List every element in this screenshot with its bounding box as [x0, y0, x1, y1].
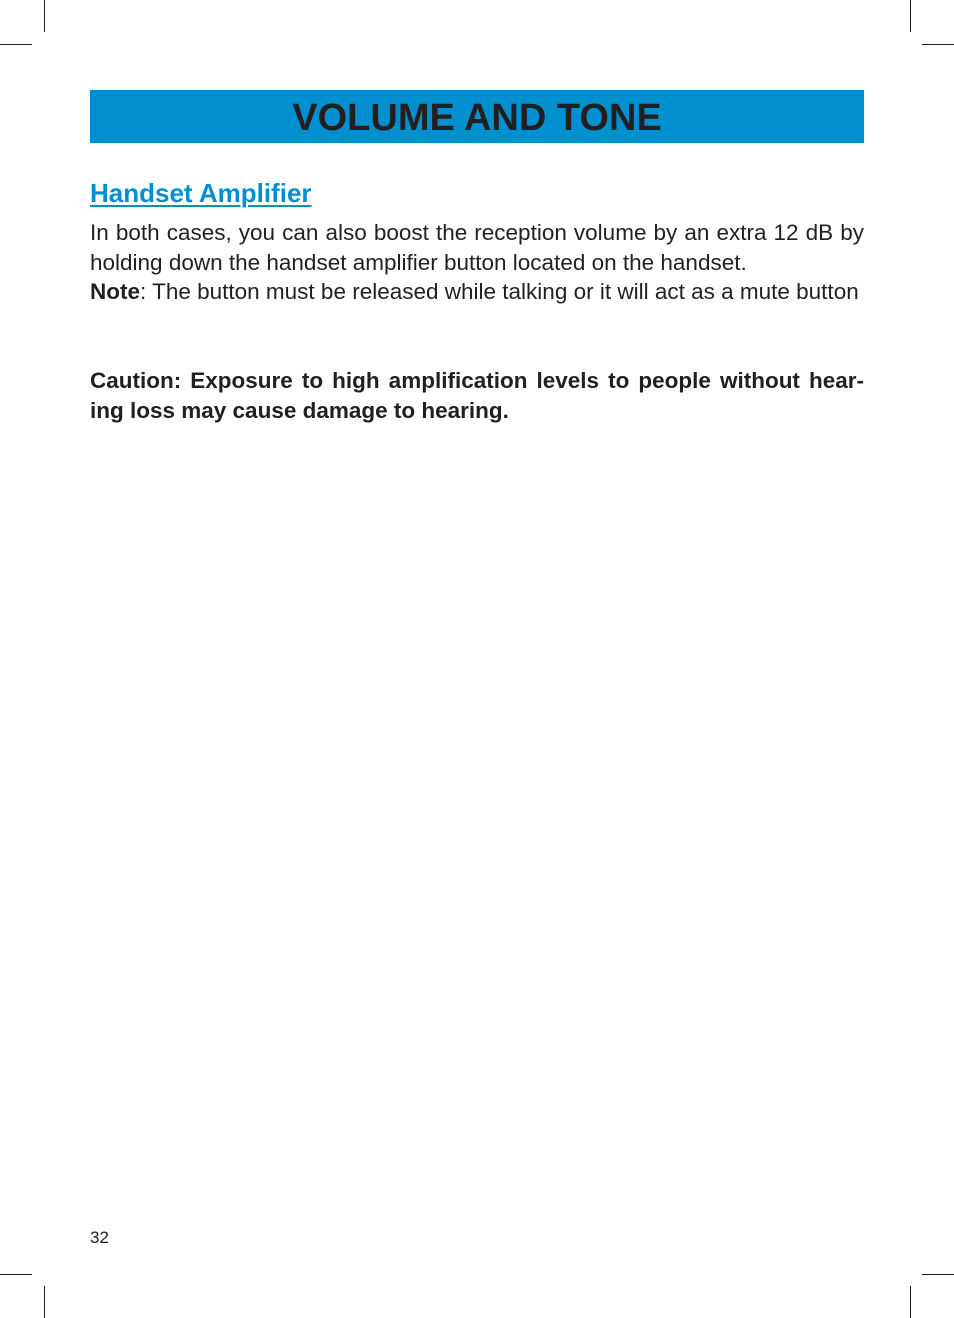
caution-text: Caution: Exposure to high amplification levels to people without hear-ing loss may cause damage to hearing. — [90, 368, 864, 423]
body-paragraph — [90, 218, 864, 307]
header-bar — [90, 90, 864, 143]
page-number: 32 — [90, 1228, 109, 1247]
crop-mark-bottom-left-vertical — [44, 1286, 45, 1318]
body-text: In both cases, you can also boost the reception volume by an extra 12 dB by holding down the handset amplifier button located on the handset. — [90, 220, 864, 275]
crop-mark-top-left-horizontal — [0, 44, 32, 45]
crop-mark-top-left-vertical — [44, 0, 45, 32]
note-text: : The button must be released while talking or it will act as a mute button — [140, 279, 859, 305]
crop-mark-top-right-vertical — [910, 0, 911, 32]
crop-mark-top-right-horizontal — [922, 44, 954, 45]
page-title: VOLUME AND TONE — [292, 96, 662, 139]
crop-mark-bottom-left-horizontal — [0, 1274, 32, 1275]
section-heading: Handset Amplifier — [90, 178, 312, 208]
crop-mark-bottom-right-horizontal — [922, 1274, 954, 1275]
content — [90, 176, 864, 426]
crop-mark-bottom-right-vertical — [910, 1286, 911, 1318]
note-label: Note — [90, 279, 140, 305]
